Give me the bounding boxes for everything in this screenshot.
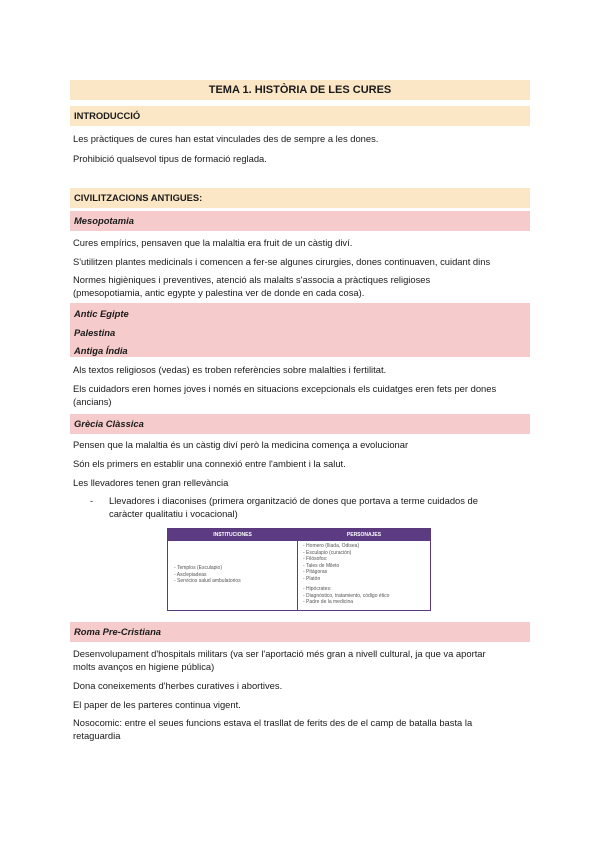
list-item <box>90 494 530 522</box>
table-line: - Platón <box>303 575 321 582</box>
paragraph: molts avanços en higiene pública) <box>73 661 215 672</box>
table-line: - Filósofos: <box>303 556 328 562</box>
subheading-group <box>70 303 530 357</box>
table-line: - Pitágoras <box>303 569 328 575</box>
subheading-antiga-india: Antiga Índia <box>74 345 128 356</box>
table-cell-left <box>174 565 294 585</box>
embedded-table-image <box>167 528 431 611</box>
paragraph: Les llevadores tenen gran rellevància <box>73 477 229 488</box>
list-item-text <box>109 494 529 520</box>
table-line: - Hipócrates: <box>303 586 332 592</box>
table-line: - Templos (Esculapio) <box>174 565 222 571</box>
document-title: TEMA 1. HISTÒRIA DE LES CURES <box>70 80 530 100</box>
paragraph: Desenvolupament d'hospitals militars (va ser l'aportació més gran a nivell cultural, ja que va aportar <box>73 648 486 659</box>
section-heading-civilitzacions: CIVILITZACIONS ANTIGUES: <box>70 188 530 208</box>
paragraph: Nosocomic: entre el seues funcions estava el trasllat de ferits des de el camp de batalla basta la <box>73 717 473 728</box>
paragraph: S'utilitzen plantes medicinals i comencen a fer-se algunes cirurgies, dones continuaven, cuidant dins <box>73 256 491 267</box>
table-line: - Servicios salud ambulatorios <box>174 578 241 584</box>
paragraph: Són els primers en establir una connexió entre l'ambient i la salut. <box>73 458 346 469</box>
list-item-line: caràcter qualitatiu i vocacional) <box>109 508 238 519</box>
table-line: - Homero (Iliada, Odisea) <box>303 543 360 549</box>
list-item-line: Llevadores i diaconises (primera organització de dones que portava a terme cuidados de <box>109 495 478 506</box>
paragraph: retaguardia <box>73 730 121 741</box>
subheading-mesopotamia: Mesopotamia <box>70 211 530 231</box>
table-line: - Esculapio (curación) <box>303 549 352 556</box>
paragraph: (ancians) <box>73 396 112 407</box>
subheading-roma-pre-cristiana: Roma Pre-Cristiana <box>70 622 530 642</box>
paragraph: Normes higièniques i preventives, atenció als malalts s'associa a pràctiques religioses <box>73 274 431 285</box>
paragraph: Dona coneixements d'herbes curatives i abortives. <box>73 680 283 691</box>
table-line: - Tales de Mileto <box>303 562 340 569</box>
table-divider <box>297 529 298 610</box>
paragraph: El paper de les parteres continua vigent. <box>73 699 241 710</box>
paragraph: Als textos religiosos (vedas) es troben referències sobre malalties i fertilitat. <box>73 364 387 375</box>
subheading-palestina: Palestina <box>74 327 116 338</box>
paragraph: Prohibició qualsevol tipus de formació reglada. <box>73 153 267 164</box>
table-line: - Asclepiadeas <box>174 571 207 578</box>
table-line: - Diagnóstico, tratamiento, código ético <box>303 592 390 599</box>
paragraph: Les pràctiques de cures han estat vinculades des de sempre a les dones. <box>73 133 379 144</box>
table-header: INSTITUCIONES <box>168 529 297 541</box>
table-line: - Padre de la medicina <box>303 599 354 605</box>
subheading-grecia-classica: Grècia Clàssica <box>70 414 530 434</box>
table-cell-right <box>303 543 429 606</box>
list-dash: - <box>90 495 94 506</box>
paragraph: Pensen que la malaltia és un càstig diví però la medicina comença a evolucionar <box>73 439 409 450</box>
subheading-antic-egipte: Antic Egipte <box>74 308 129 319</box>
section-heading-introduccio: INTRODUCCIÓ <box>70 106 530 126</box>
table-header: PERSONAJES <box>298 529 430 541</box>
paragraph: (pmesopotiamia, antic egypte y palestina ver de donde en cada cosa). <box>73 287 365 298</box>
paragraph: Cures empírics, pensaven que la malaltia era fruit de un càstig diví. <box>73 237 353 248</box>
paragraph: Els cuidadors eren homes joves i només en situacions excepcionals els cuidatges eren fets per dones <box>73 383 497 394</box>
